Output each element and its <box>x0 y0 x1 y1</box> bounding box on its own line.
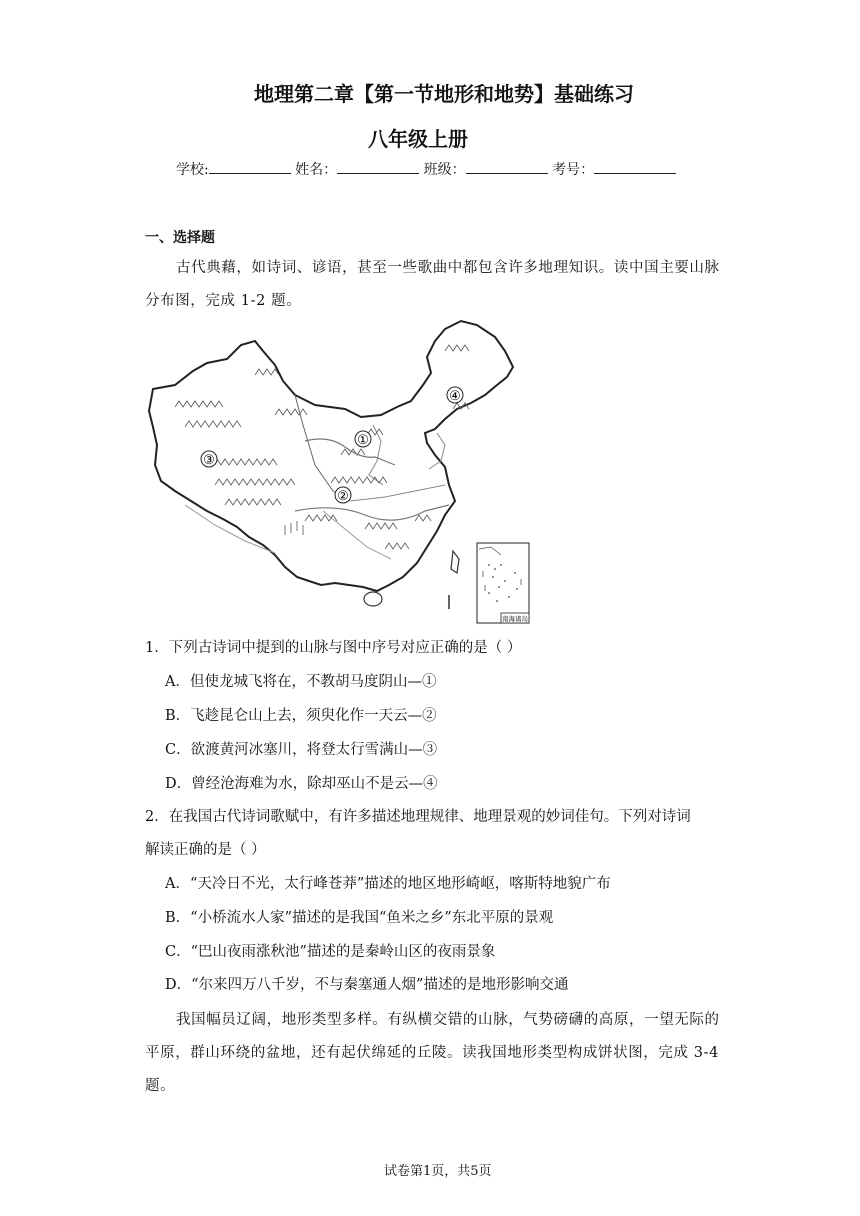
map-marker-1: ① <box>357 433 369 448</box>
question-1-option-d[interactable]: D．曾经沧海难为水，除却巫山不是云—④ <box>165 776 438 792</box>
south-china-sea-inset <box>477 543 529 623</box>
map-marker-4: ④ <box>449 389 461 404</box>
intro-paragraph-1-line2: 分布图，完成 1-2 题。 <box>145 293 302 309</box>
number-label: 考号： <box>552 162 595 178</box>
question-1-option-b[interactable]: B．飞趁昆仑山上去，须臾化作一天云—② <box>165 708 437 724</box>
question-2-option-c[interactable]: C．“巴山夜雨涨秋池”描述的是秦岭山区的夜雨景象 <box>165 944 496 960</box>
china-mountains-map <box>145 315 535 625</box>
section-heading: 一、选择题 <box>145 230 215 246</box>
intro-paragraph-2-line3: 题。 <box>145 1078 176 1094</box>
map-marker-3: ③ <box>203 453 215 468</box>
intro-paragraph-1-line1: 古代典藉，如诗词、谚语，甚至一些歌曲中都包含许多地理知识。读中国主要山脉 <box>176 260 720 276</box>
intro-paragraph-2-line1: 我国幅员辽阔，地形类型多样。有纵横交错的山脉，气势磅礴的高原，一望无际的 <box>176 1012 720 1028</box>
name-blank[interactable] <box>337 159 419 174</box>
map-marker-2: ② <box>337 489 349 504</box>
question-2-option-d[interactable]: D．“尔来四万八千岁，不与秦塞通人烟”描述的是地形影响交通 <box>165 977 569 993</box>
question-1-option-c[interactable]: C．欲渡黄河冰塞川，将登太行雪满山—③ <box>165 742 438 758</box>
page-footer: 试卷第1页，共5页 <box>384 1164 492 1179</box>
intro-paragraph-2-line2: 平原，群山环绕的盆地，还有起伏绵延的丘陵。读我国地形类型构成饼状图，完成 3-4 <box>145 1045 719 1061</box>
class-blank[interactable] <box>466 159 548 174</box>
question-1-option-a[interactable]: A．但使龙城飞将在，不教胡马度阴山—① <box>165 674 437 690</box>
question-2-stem-line1: 2．在我国古代诗词歌赋中，有许多描述地理规律、地理景观的妙词佳句。下列对诗词 <box>145 809 691 825</box>
document-subtitle: 八年级上册 <box>368 127 468 151</box>
class-label: 班级： <box>423 162 466 178</box>
student-info-line <box>176 159 676 179</box>
question-2-option-a[interactable]: A．“天冷日不光，太行峰苍莽”描述的地区地形崎岖，喀斯特地貌广布 <box>165 876 611 892</box>
question-2-stem-line2: 解读正确的是（ ） <box>145 842 266 858</box>
inset-label: 南海诸岛 <box>502 615 528 623</box>
document-title: 地理第二章【第一节地形和地势】基础练习 <box>254 82 634 106</box>
question-2-option-b[interactable]: B．“小桥流水人家”描述的是我国“鱼米之乡”东北平原的景观 <box>165 910 554 926</box>
name-label: 姓名： <box>295 162 338 178</box>
number-blank[interactable] <box>594 159 676 174</box>
question-1-stem: 1．下列古诗词中提到的山脉与图中序号对应正确的是（ ） <box>145 640 522 656</box>
school-label: 学校: <box>176 162 209 178</box>
school-blank[interactable] <box>209 159 291 174</box>
